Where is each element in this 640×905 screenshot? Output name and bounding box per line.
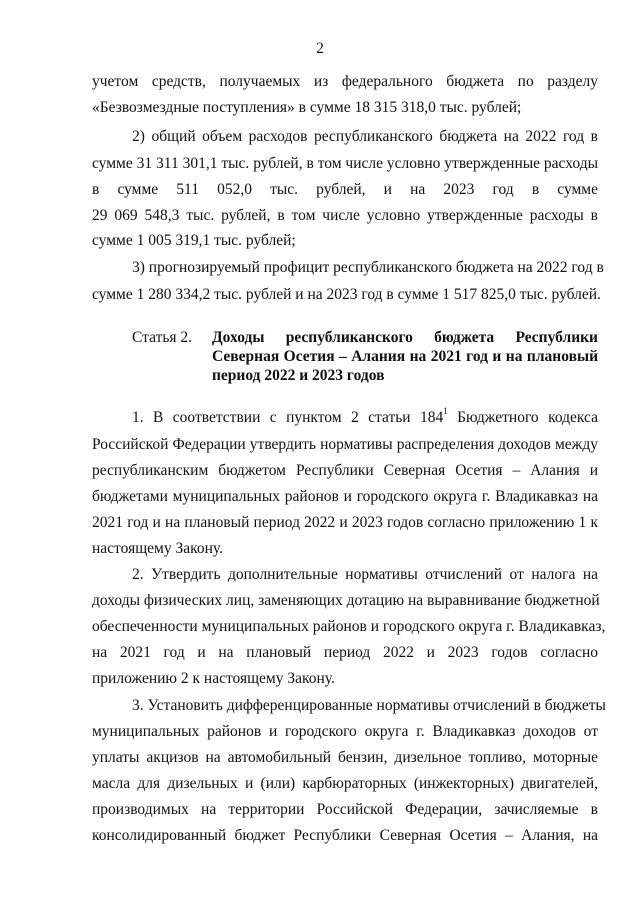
text-segment: 1. В соответствии с пунктом 2 статьи 184: [132, 409, 444, 426]
text-line: обеспеченности муниципальных районов и городского округа г. Владикавказ,: [92, 618, 606, 635]
text-line: республиканским бюджетом Республики Северная Осетия – Алания и: [92, 462, 598, 479]
text-line: консолидированный бюджет Республики Северная Осетия – Алания, на: [92, 827, 598, 844]
text-line: 2) общий объем расходов республиканского бюджета на 2022 год в: [132, 128, 598, 145]
text-line: приложению 2 к настоящему Закону.: [92, 670, 335, 687]
article-title-line: период 2022 и 2023 годов: [212, 367, 385, 384]
text-line: на 2021 год и на плановый период 2022 и 2023 годов согласно: [92, 644, 598, 661]
article-title-line: Доходы республиканского бюджета Республики: [212, 329, 598, 346]
text-line: сумме 1 005 319,1 тыс. рублей;: [92, 232, 296, 249]
text-line: «Безвозмездные поступления» в сумме 18 315 318,0 тыс. рублей;: [92, 99, 522, 116]
page-number: 2: [316, 40, 324, 57]
article-label: Статья 2.: [132, 329, 193, 346]
text-line: 3) прогнозируемый профицит республиканского бюджета на 2022 год в: [132, 259, 604, 276]
text-line: учетом средств, получаемых из федерального бюджета по разделу: [92, 73, 598, 90]
text-line: Российской Федерации утвердить нормативы распределения доходов между: [92, 436, 598, 453]
text-segment: Бюджетного кодекса: [447, 409, 598, 426]
text-line: 2. Утвердить дополнительные нормативы отчислений от налога на: [132, 566, 598, 583]
text-line: настоящему Закону.: [92, 540, 223, 557]
text-line: сумме 31 311 301,1 тыс. рублей, в том числе условно утвержденные расходы: [92, 155, 598, 172]
text-line: 29 069 548,3 тыс. рублей, в том числе условно утвержденные расходы в: [92, 207, 598, 224]
text-line: уплаты акцизов на автомобильный бензин, дизельное топливо, моторные: [92, 749, 598, 766]
text-line: производимых на территории Российской Федерации, зачисляемые в: [92, 801, 598, 818]
text-line: бюджетами муниципальных районов и городского округа г. Владикавказ на: [92, 488, 598, 505]
text-line-with-superscript: [132, 405, 598, 427]
text-line: 2021 год и на плановый период 2022 и 2023 годов согласно приложению 1 к: [92, 514, 598, 531]
text-line: 3. Установить дифференцированные нормативы отчислений в бюджеты: [132, 697, 606, 714]
text-line: сумме 1 280 334,2 тыс. рублей и на 2023 год в сумме 1 517 825,0 тыс. рублей.: [92, 286, 601, 303]
superscript: 1: [443, 405, 448, 416]
text-line: муниципальных районов и городского округа г. Владикавказ доходов от: [92, 723, 598, 740]
article-title-line: Северная Осетия – Алания на 2021 год и на плановый: [212, 348, 598, 365]
text-line: в сумме 511 052,0 тыс. рублей, и на 2023 год в сумме: [92, 181, 598, 198]
text-line: доходы физических лиц, заменяющих дотацию на выравнивание бюджетной: [92, 592, 600, 609]
text-line: масла для дизельных и (или) карбюраторных (инжекторных) двигателей,: [92, 775, 598, 792]
